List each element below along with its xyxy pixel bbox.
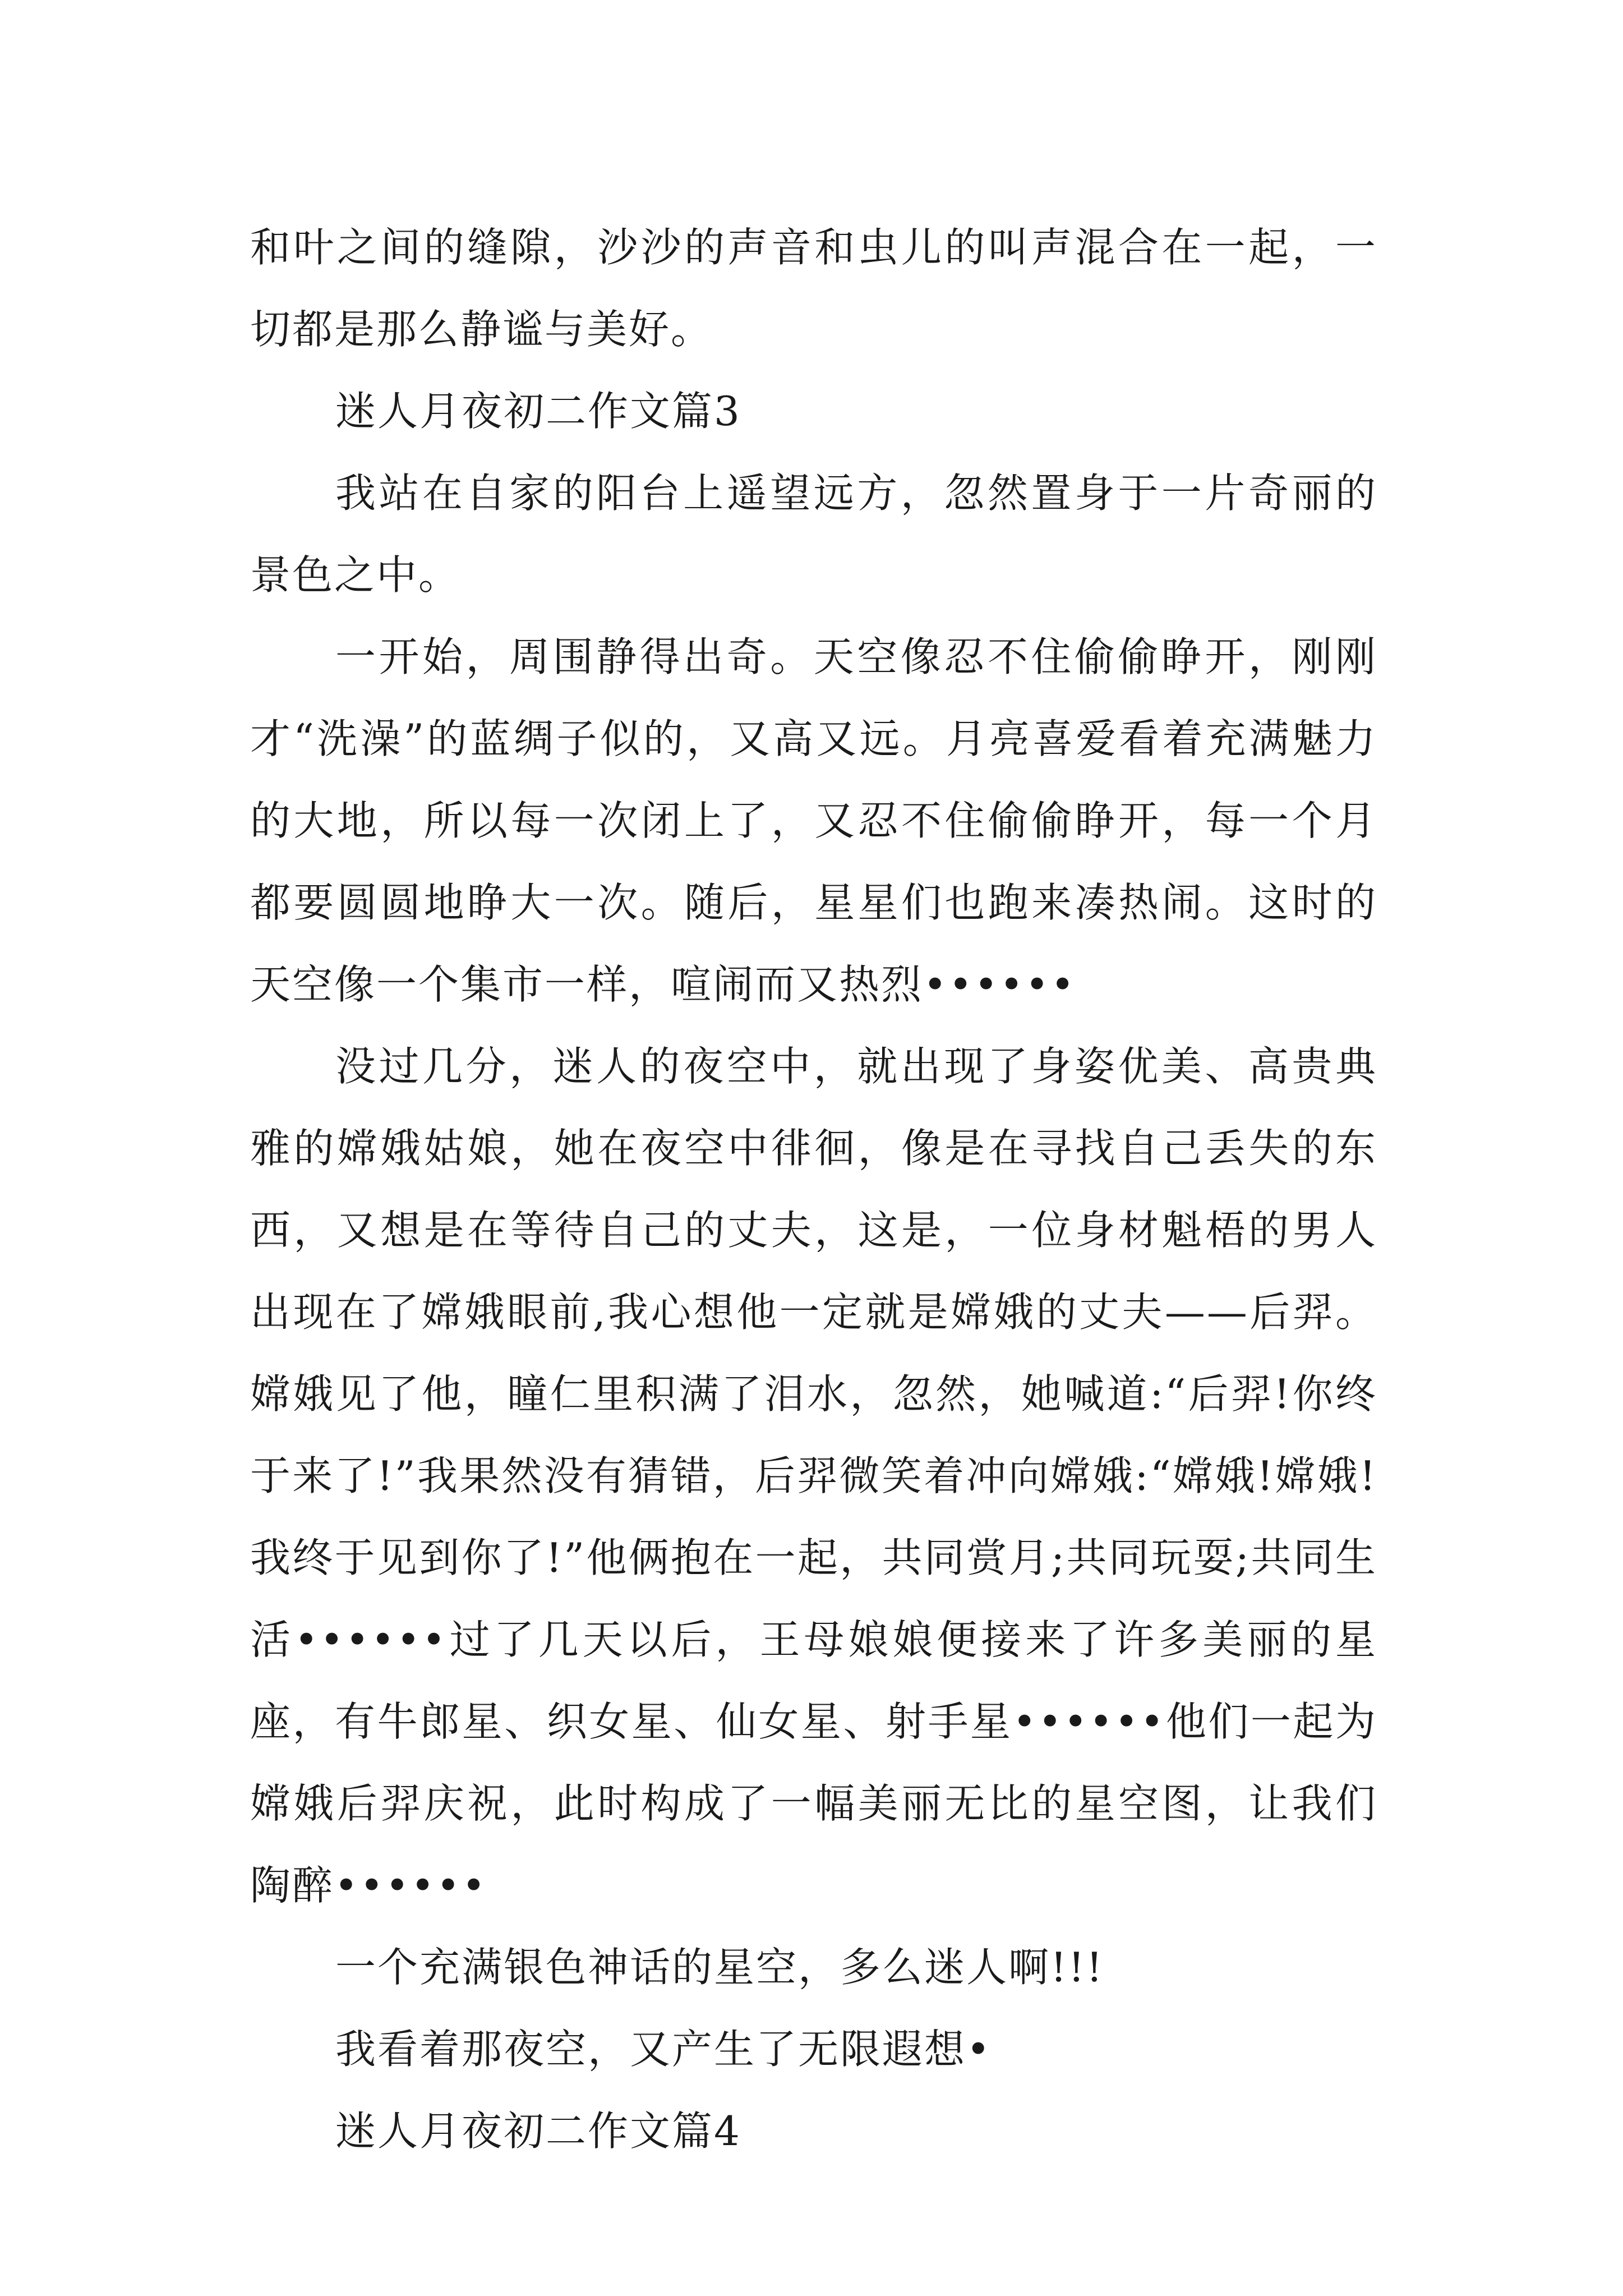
- section-heading-4: 迷人月夜初二作文篇4: [335, 2108, 741, 2155]
- paragraph-continuation: 和叶之间的缝隙，沙沙的声音和虫儿的叫声混合在一起，一切都是那么静谧与美好。: [250, 224, 1377, 353]
- paragraph: 没过几分，迷人的夜空中，就出现了身姿优美、高贵典雅的嫦娥姑娘，她在夜空中徘徊，像是在寻找自己丢失的东西，又想是在等待自己的丈夫，这是，一位身材魁梧的男人出现在了嫦娥眼前,我心想他一定就是嫦娥的丈夫——后羿。嫦娥见了他，瞳仁里积满了泪水，忽然，她喊道:“后羿!你终于来了!”我果然没有猜错，后羿微笑着冲向嫦娥:“嫦娥!嫦娥!我终于见到你了!”他俩抱在一起，共同赏月;共同玩耍;共同生活••••••过了几天以后，王母娘娘便接来了许多美丽的星座，有牛郎星、织女星、仙女星、射手星••••••他们一起为嫦娥后羿庆祝，此时构成了一幅美丽无比的星空图，让我们陶醉••••••: [250, 1043, 1377, 1909]
- document-body: [250, 206, 1377, 2172]
- paragraph: 一开始，周围静得出奇。天空像忍不住偷偷睁开，刚刚才“洗澡”的蓝绸子似的，又高又远。月亮喜爱看着充满魅力的大地，所以每一次闭上了，又忍不住偷偷睁开，每一个月都要圆圆地睁大一次。随后，星星们也跑来凑热闹。这时的天空像一个集市一样，喧闹而又热烈••••••: [250, 633, 1377, 1008]
- paragraph: 我看着那夜空，又产生了无限遐想•: [335, 2026, 992, 2073]
- paragraph: 我站在自家的阳台上遥望远方，忽然置身于一片奇丽的景色之中。: [250, 470, 1377, 599]
- paragraph: 一个充满银色神话的星空，多么迷人啊!!!: [335, 1944, 1104, 1991]
- section-heading-3: 迷人月夜初二作文篇3: [335, 388, 741, 435]
